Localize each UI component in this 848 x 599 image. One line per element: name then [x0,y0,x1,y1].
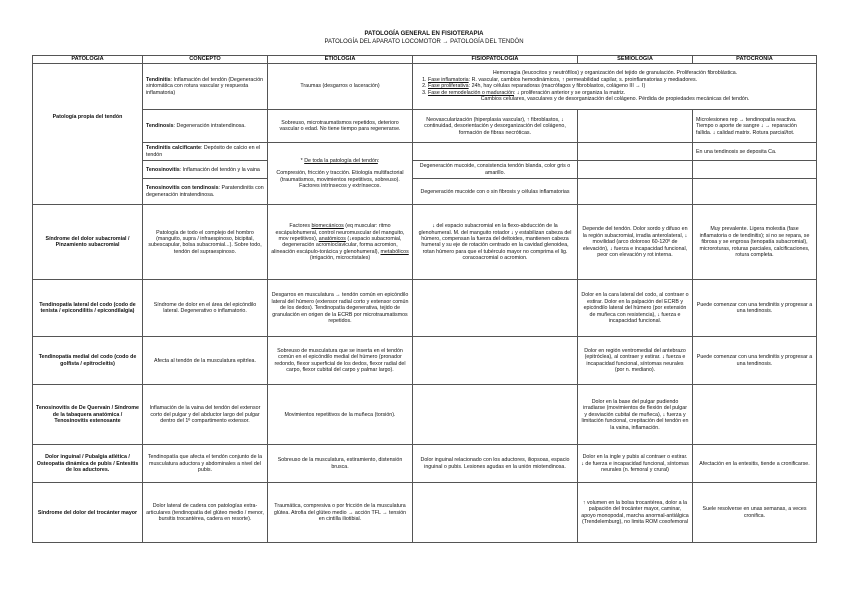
document-subtitle: PATOLOGÍA DEL APARATO LOCOMOTOR → PATOLOGÍA DEL TENDÓN [324,39,524,45]
row-pathology: Tenosinovitis de De Quervain / Síndrome de la tabaquera anatómica / Tenosinovitis estenosante [33,385,143,445]
col-header: ETIOLOGÍA [268,56,413,64]
row-pathology [33,64,143,110]
table-row [33,385,817,445]
tendon-block-table [32,109,817,543]
cell-patocronia: Suele resolverse en unas semanas, a veces cronifica. [693,483,817,543]
table-row [33,337,817,385]
pathology-table [32,55,817,110]
cell-semiology: Depende del tendón. Dolor sordo y difuso en la región subacromial, irradia anterolateral, ↓ movilidad (arco doloroso 60-120º de elevación), ↓ fuerza e incapacidad funcional, peor con elevación y rot interna. [578,205,693,280]
cell-pathophysiology: Dolor inguinal relacionado con los aductores, iliopsoas, espacio inguinal o pubis. Lesiones agudas en la unión miotendinosa. [413,445,578,483]
cell-patocronia: Muy prevalente. Ligera molestia (fase inflamatoria o de tendinitis); si no se repara, se fibrosa y se engrosa (tenopatía subacromial), microroturas, roturas parciales, calcificaciones, rotura completa. [693,205,817,280]
table-header-row [33,56,817,64]
list-item: 1. Fase inflamatoria: R. vascular, cambios hemodinámicos, ↑ permeabilidad capilar, s. proinflamatorias y mediadores. [428,77,813,83]
cell-pathophysiology [413,385,578,445]
cell-semiology [578,179,693,205]
document-title: PATOLOGÍA GENERAL EN FISIOTERAPIA [364,31,484,37]
cell-pathophysiology: Hemorragia (leucocitos y neutrófilos) y organización del tejido de granulación. Proliferación fibroblástica. 1. Fase inflamatoria: R. vascular, cambios hemodinámicos, ↑ permeabilidad capilar, s. proinflamatorias y mediadores. 2. Fase proliferativa: 24h, hay células reparadoras (macrófagos y fibroblastos, colágeno III → I) 3. Fase de remodelación o maduración: ↓ proliferación anterior y se organiza la matriz. Cambios celulares, vasculares y de desorganización del colágeno. Pérdida de propiedades mecánicas del tendón. [413,64,817,110]
document-header [0,30,848,46]
col-header: PATOCRONIA [693,56,817,64]
table-row [33,445,817,483]
cell-concept: Tendinopatía que afecta el tendón conjunto de la musculatura aductora y abdominales a nivel del pubis. [143,445,268,483]
cell-pathophysiology [413,337,578,385]
cell-semiology: ↑ volumen en la bolsa trocantérea, dolor a la palpación del trocánter mayor, caminar, apoyo monopodal, marcha anormal-antiálgica (Trendelemburg), no limita ROM coxofemoral [578,483,693,543]
row-pathology: Síndrome del dolor subacromial / Pinzamiento subacromial [33,205,143,280]
row-pathology: Dolor inguinal / Pubalgia atlética / Osteopatía dinámica de pubis / Entesitis de los aductores. [33,445,143,483]
cell-etiology: Desgarros en musculatura → tendón común en epicóndilo lateral del húmero (extensor radial corto y extensor común de los dedos). Tendinopatía degenerativa, tejido de granulación en origen de la ECRB por microtraumatismos repetidos. [268,280,413,337]
table-row [33,64,817,110]
cell-semiology: Dolor en la cara lateral del codo, al contraer o estirar. Dolor en la palpación del ECRB y epicóndilo lateral del húmero (por extensión de muñeca con resistencia), ↓ fuerza e incapacidad funcional. [578,280,693,337]
row-pathology: Síndrome del dolor del trocánter mayor [33,483,143,543]
cell-etiology: Factores biomecánicos (eq muscular: ritmo escápulohumeral, control neuromuscular del manguito, mov repetitivos), anatómicos (↓espacio subacromial, degeneración acromioclavicular, forma acromion, alineación escápulo-torácica y glenohumeral), metabólicos (irrigación, microcristales) [268,205,413,280]
list-item: 3. Fase de remodelación o maduración: ↓ proliferación anterior y se organiza la matriz. [428,90,813,96]
col-header: FISIOPATOLOGÍA [413,56,578,64]
cell-concept: Tendinitis: Inflamación del tendón (Degeneración sintomática con rotura vascular y respuesta inflamatoria) [143,64,268,110]
cell-concept: Afecta al tendón de la musculatura epitrlea. [143,337,268,385]
cell-concept: Síndrome de dolor en el área del epicóndilo lateral. Degenerativo o inflamatorio. [143,280,268,337]
cell-concept: Dolor lateral de cadera con patologías extra-articulares (tendinopatía del glúteo medio / menor, bursitis trocantérea, cadera en resorte). [143,483,268,543]
cell-etiology: Traumas (desgarros o laceración) [268,64,413,110]
cell-pathophysiology: Degeneración mucoide, consistencia tendón blanda, color gris o amarillo. [413,161,578,179]
table-row [33,161,817,179]
cell-concept: Tenosinovitis con tendinosis: Paratendinitis con degeneración intratendinosa. [143,179,268,205]
col-header: SEMIOLOGÍA [578,56,693,64]
cell-patocronia [693,179,817,205]
row-pathology: Tendinopatía lateral del codo (codo de tenista / epicondilitis / epicondilalgia) [33,280,143,337]
list-item: 2. Fase proliferativa: 24h, hay células reparadoras (macrófagos y fibroblastos, colágeno III → I) [428,83,813,89]
cell-patocronia [693,161,817,179]
cell-pathophysiology [413,143,578,161]
cell-pathophysiology: Degeneración mucoide con o sin fibrosis y células inflamatorias [413,179,578,205]
cell-pathophysiology: Neovascularización (hiperplasia vascular), ↑ fibroblastos, ↓ continuidad, desorientación y desorganización del colágeno, formación de fibras necróticas. [413,110,578,143]
table-row [33,110,817,143]
table-row [33,280,817,337]
cell-semiology: Dolor en la ingle y pubis al contraer o estirar. ↓ de fuerza e incapacidad funcional, síntomas neurales (n. femoral y crural) [578,445,693,483]
cell-pathophysiology [413,483,578,543]
cell-semiology [578,143,693,161]
cell-etiology: Sobreuso de la musculatura, estiramiento, distensión brusca. [268,445,413,483]
cell-patocronia [693,385,817,445]
cell-etiology: Sobreuso de musculatura que se inserta en el tendón común en el epicóndilo medial del húmero (pronador redondo, flexor superficial de los dedos, flexor radial del carpo, flexor cubital del carpo y palmar largo). [268,337,413,385]
cell-patocronia: Puede comenzar con una tendinitis y progresar a una tendinosis. [693,280,817,337]
table-row [33,143,817,161]
cell-concept: Tendinitis calcificante: Depósito de calcio en el tendón [143,143,268,161]
cell-etiology: Traumática, compresiva o por fricción de la musculatura glútea. Atrofia del glúteo medio → acción TFL → tensión en cintilla iliotibial. [268,483,413,543]
col-header: CONCEPTO [143,56,268,64]
cell-patocronia: Microlesiones rep → tendinopatía reactiva. Tiempo o aporte de sangre ↓ → reparación fallida. ↓ calidad matrix. Rotura parcial/tot. [693,110,817,143]
cell-concept: Tenosinovitis: Inflamación del tendón y la vaina [143,161,268,179]
cell-semiology: Dolor en la base del pulgar pudiendo irradiarse (movimientos de flexión del pulgar y desviación cubital de muñeca), ↓ fuerza y limitación funcional, crepitación del tendón en la vaina, inflamación. [578,385,693,445]
cell-pathophysiology [413,280,578,337]
cell-concept: Tendinosis: Degeneración intratendinosa. [143,110,268,143]
row-pathology: Patología propia del tendón [33,110,143,205]
cell-semiology [578,161,693,179]
row-pathology: Tendinopatía medial del codo (codo de golfista / epitrocleítis) [33,337,143,385]
col-header: PATOLOGÍA [33,56,143,64]
phase-list [417,77,813,96]
table-row [33,179,817,205]
table-row [33,483,817,543]
cell-patocronia: Afectación en la entesitis, tiende a cronificarse. [693,445,817,483]
cell-concept: Inflamación de la vaina del tendón del extensor corto del pulgar y del abductor largo del pulgar dentro del 1º compartimento extensor. [143,385,268,445]
cell-concept: Patología de todo el complejo del hombro (manguito, supra / infraespinoso, bicipital, subescapular, bolsa subacromial...). Sobre todo, tendón del supraespinoso. [143,205,268,280]
cell-patocronia: Puede comenzar con una tendinitis y progresar a una tendinosis. [693,337,817,385]
cell-patocronia: En una tendinosis se deposita Ca. [693,143,817,161]
cell-semiology: Dolor en región ventromedial del antebrazo (epitróclea), al contraer y estirar. ↓ fuerza e incapacidad funcional, síntomas neurales (por n. mediano). [578,337,693,385]
cell-etiology: Movimientos repetitivos de la muñeca (torsión). [268,385,413,445]
cell-pathophysiology: ↓ del espacio subacromial en la flexo-abducción de la glenohumeral. M. del manguito rotador ↓ y estabilizan cabeza del húmero, compensan la fuerza del deltoides, mantienen cabeza humeral y su eje de rotación centrado en la cavidad glenoidea, rotan húmero para que el tubérculo mayor no comprima el lig. coracoacromial o acromion. [413,205,578,280]
cell-etiology: Sobreuso, microtraumatismos repetidos, deterioro vascular o edad. No tiene tiempo para regenerarse. [268,110,413,143]
cell-etiology: * De toda la patología del tendón: Compresión, fricción y tracción. Etiología multifactorial (traumatismos, movimientos repetitivos, sobreuso). Factores intrínsecos y extrínsecos. [268,143,413,205]
table-row [33,205,817,280]
cell-semiology [578,110,693,143]
